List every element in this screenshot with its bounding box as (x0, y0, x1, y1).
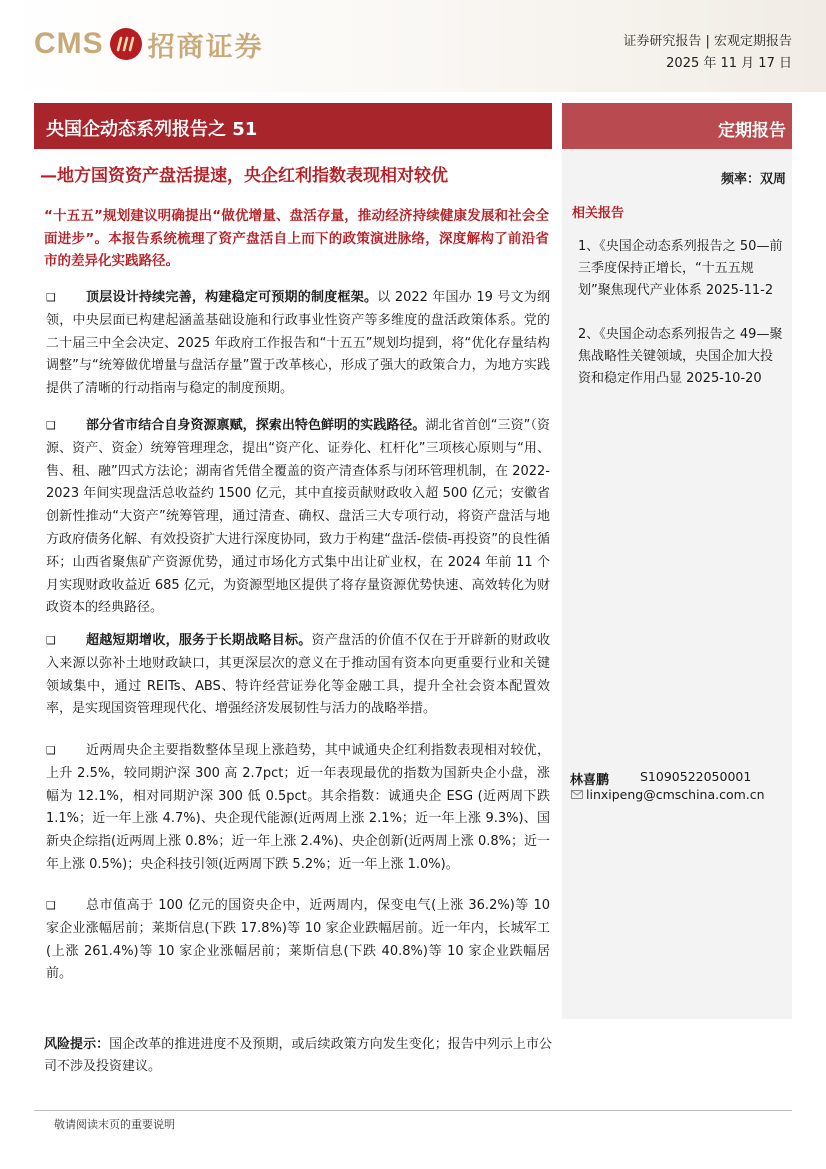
risk-warning (44, 1034, 552, 1078)
email-icon (571, 790, 583, 799)
bullet-item (46, 415, 550, 620)
bullet-lead: 部分省市结合自身资源禀赋，探索出特色鲜明的实践路径。 (86, 418, 426, 433)
report-frequency: 频率：双周 (720, 172, 786, 187)
bullet-body: 资产盘活的价值不仅在于开辟新的财政收入来源以弥补土地财政缺口，其更深层次的意义在于推动国有资本向更重要行业和关键领域集中，通过 REITs、ABS、特许经营证券化等金融工具，提升全社会资本配置效率，是实现国资管理现代化、增强经济发展韧性与活力的战略举措。 (46, 633, 550, 717)
bullet-lead: 顶层设计持续完善，构建稳定可预期的制度框架。 (86, 290, 378, 305)
analyst-cert-number: S1090522050001 (640, 769, 752, 784)
bullet-text (46, 895, 550, 986)
bullet-item (46, 740, 550, 877)
report-date: 2025 年 11 月 17 日 (666, 56, 792, 71)
report-title: 央国企动态系列报告之 51 (46, 119, 258, 140)
footer-disclaimer: 敬请阅读末页的重要说明 (54, 1118, 175, 1131)
related-report-link[interactable]: 1、《央国企动态系列报告之 50—前三季度保持正增长，“十五五规划”聚焦现代产业体系 2025-11-2 (578, 239, 783, 298)
bullet-item (46, 630, 550, 721)
bullet-body: 近两周央企主要指数整体呈现上涨趋势，其中诚通央企红利指数表现相对较优，上升 2.5%，较同期沪深 300 高 2.7pct；近一年表现最优的指数为国新央企小盘，涨幅为 12.1%，相对同期沪深 300 低 0.5pct。其余指数：诚通央企 ESG (近两周下跌 1.1%；近一年上涨 4.7%)、央企现代能源(近两周上涨 2.1%；近一年上涨 9.3%)、国新央企综指(近两周上涨 0.8%；近一年上涨 2.4%)、央企创新(近两周上涨 0.8%；近一年上涨 0.5%)；央企科技引领(近两周下跌 5.2%；近一年上涨 1.0%)。 (46, 743, 550, 872)
bullet-marker-icon: ❑ (46, 291, 56, 304)
report-type-label: 定期报告 (718, 121, 786, 141)
analyst-name: 林喜鹏 (570, 773, 610, 788)
bullet-marker-icon: ❑ (46, 899, 56, 912)
bullet-lead: 超越短期增收，服务于长期战略目标。 (86, 633, 312, 648)
bullet-marker-icon: ❑ (46, 634, 56, 647)
logo-cms-text: CMS (34, 27, 104, 60)
bullet-text (46, 630, 550, 721)
bullet-body: 总市值高于 100 亿元的国资央企中，近两周内，保变电气(上涨 36.2%)等 10 家企业涨幅居前；莱斯信息(下跌 17.8%)等 10 家企业跌幅居前。近一年内，长城军工(上涨 261.4%)等 10 家企业涨幅居前；莱斯信息(下跌 40.8%)等 10 家企业跌幅居前。 (46, 898, 550, 982)
analyst-email-link[interactable]: linxipeng@cmschina.com.cn (586, 787, 765, 802)
bullet-item (46, 895, 550, 986)
bullet-text (46, 287, 550, 401)
report-category: 证券研究报告 | 宏观定期报告 (623, 34, 792, 49)
bullet-body: 以 2022 年国办 19 号文为纲领，中央层面已构建起涵盖基础设施和行政事业性资产等多维度的盘活政策体系。党的二十届三中全会决定、2025 年政府工作报告和“十五五”规划均提到，将“优化存量结构调整”与“统筹做优增量与盘活存量”置于改革核心，形成了强大的政策合力，为地方实践提供了清晰的行动指南与稳定的制度预期。 (46, 290, 550, 397)
report-subtitle: —地方国资资产盘活提速，央企红利指数表现相对较优 (40, 166, 448, 186)
bullet-item (46, 287, 550, 401)
bullet-marker-icon: ❑ (46, 419, 56, 432)
company-logo (34, 26, 264, 62)
related-reports-title: 相关报告 (572, 206, 625, 221)
footer-divider (34, 1110, 792, 1111)
risk-label: 风险提示： (44, 1037, 110, 1052)
bullet-marker-icon: ❑ (46, 744, 56, 757)
logo-emblem-icon (110, 28, 142, 60)
bullet-text (46, 415, 550, 620)
bullet-text (46, 740, 550, 877)
logo-chinese-text: 招商证券 (147, 31, 264, 63)
bullet-body: 湖北省首创“三资”（资源、资产、资金）统筹管理理念，提出“资产化、证券化、杠杆化”三项核心原则与“用、售、租、融”四式方法论；湖南省凭借全覆盖的资产清查体系与闭环管理机制，在 2022-2023 年间实现盘活总收益约 1500 亿元，其中直接贡献财政收入超 500 亿元；安徽省创新性推动“大资产”统筹管理，通过清查、确权、盘活三大专项行动，将资产盘活与地方政府债务化解、有效投资扩大进行深度协同，致力于构建“盘活-偿债-再投资”的良性循环；山西省聚焦矿产资源优势，通过市场化方式集中出让矿业权，在 2024 年前 11 个月实现财政收益近 685 亿元，为资源型地区提供了将存量资源优势快速、高效转化为财政资本的经典路径。 (46, 418, 550, 616)
related-report-link[interactable]: 2、《央国企动态系列报告之 49—聚焦战略性关键领域，央国企加大投资和稳定作用凸显 2025-10-20 (578, 327, 783, 386)
risk-text: 国企改革的推进进度不及预期，或后续政策方向发生变化；报告中列示上市公司不涉及投资建议。 (44, 1037, 552, 1074)
summary-paragraph: “十五五”规划建议明确提出“做优增量、盘活存量，推动经济持续健康发展和社会全面进步”。本报告系统梳理了资产盘活自上而下的政策演进脉络，深度解构了前沿省市的差异化实践路径。 (44, 208, 549, 269)
